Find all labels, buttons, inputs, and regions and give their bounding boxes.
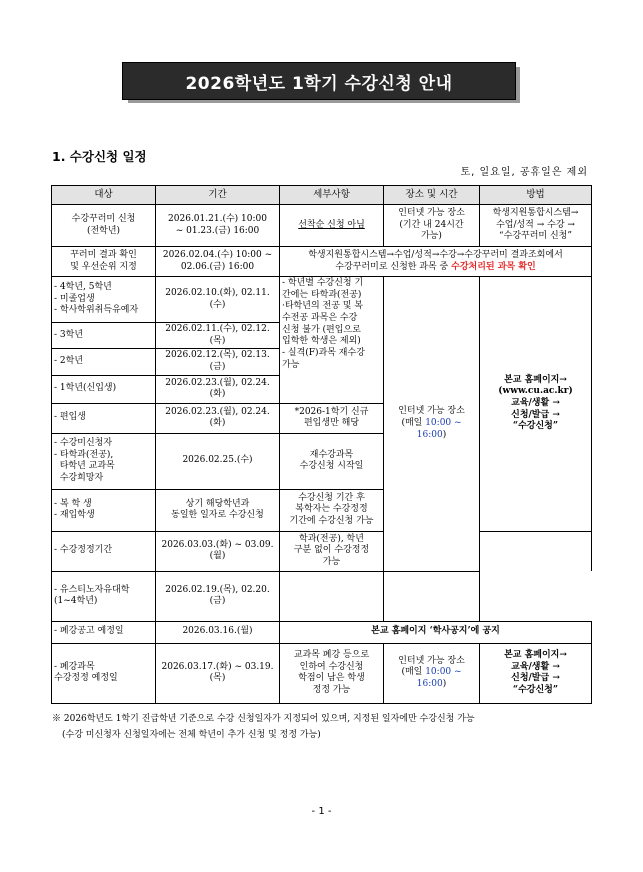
r9-period: 상기 해당학년과 동일한 일자로 수강신청 (156, 489, 280, 531)
r7-detail: *2026-1학기 신규 편입생만 해당 (280, 403, 384, 433)
r13-detail: 교과목 폐강 등으로 인하여 수강신청 학점이 남은 학생 정정 가능 (280, 643, 384, 703)
r4-period: 2026.02.11.(수), 02.12.(목) (156, 323, 280, 349)
header-place: 장소 및 시간 (384, 186, 480, 205)
place-block-time: 10:00 ~ 16:00 (416, 418, 462, 440)
r12-notice: 본교 홈페이지 ‘학사공지’에 공지 (280, 621, 592, 643)
r9-detail: 수강신청 기간 후 복학자는 수강정정 기간에 수강신청 가능 (280, 489, 384, 531)
title-banner (122, 62, 520, 103)
header-target: 대상 (52, 186, 156, 205)
r13-method: 본교 홈페이지→ 교육/생활 → 신청/발급 → “수강신청” (480, 643, 592, 703)
r6-target: - 1학년(신입생) (52, 375, 156, 403)
table-row (52, 643, 592, 703)
r6-period: 2026.02.23.(월), 02.24.(화) (156, 375, 280, 403)
page-title: 2026학년도 1학기 수강신청 안내 (122, 62, 516, 100)
table-row (52, 277, 592, 323)
r2-target: 꾸러미 결과 확인 및 우선순위 지정 (52, 247, 156, 277)
section-heading: 1. 수강신청 일정 (52, 149, 147, 164)
r10-period: 2026.03.03.(화) ~ 03.09.(월) (156, 531, 280, 571)
r11-method-empty (384, 571, 480, 621)
r13-place-prefix: 인터넷 가능 장소 (매일 (398, 655, 465, 678)
header-period: 기간 (156, 186, 280, 205)
r7-target: - 편입생 (52, 403, 156, 433)
r1-method: 학생지원통합시스템→ 수업/성적 → 수강 → “수강꾸러미 신청” (480, 205, 592, 247)
header-detail: 세부사항 (280, 186, 384, 205)
r5-period: 2026.02.12.(목), 02.13.(금) (156, 349, 280, 375)
table-row (52, 571, 592, 621)
r8-period: 2026.02.25.(수) (156, 433, 280, 489)
r1-target: 수강꾸러미 신청 (전학년) (52, 205, 156, 247)
r2-detail (280, 247, 592, 277)
r13-place (384, 643, 480, 703)
r11-target: - 유스티노자유대학 (1~4학년) (52, 571, 156, 621)
r10-detail: 학과(전공), 학년 구분 없이 수강정정 가능 (280, 531, 384, 571)
r1-period: 2026.01.21.(수) 10:00 ~ 01.23.(금) 16:00 (156, 205, 280, 247)
r2-detail-line2: 수강꾸러미로 신청한 과목 중 (335, 261, 452, 272)
r13-target: - 폐강과목 수강정정 예정일 (52, 643, 156, 703)
holiday-note: 토, 일요일, 공휴일은 제외 (460, 167, 588, 178)
r2-detail-line2-wrap (282, 262, 589, 274)
table-row (52, 247, 592, 277)
page-number: - 1 - (311, 806, 332, 817)
footnote (52, 712, 612, 744)
r7-period: 2026.02.23.(월), 02.24.(화) (156, 403, 280, 433)
r11-detail-empty (280, 571, 384, 621)
r10-method-empty (480, 531, 592, 571)
detail-block: - 학년별 수강신청 기 간에는 타학과(전공) ·타학년의 전공 및 복 수전공 과목은 수강 신청 불가 (편입으로 입학한 학생은 제외) - 실격(F)과목 재수강 가능 (280, 277, 384, 404)
method-block: 본교 홈페이지→ (www.cu.ac.kr) 교육/생활 → 신청/발급 → “수강신청” (480, 277, 592, 532)
r2-detail-red: 수강처리된 과목 확인 (451, 261, 536, 272)
r5-target: - 2학년 (52, 349, 156, 375)
r12-period: 2026.03.16.(월) (156, 621, 280, 643)
footnote-line1: ※ 2026학년도 1학기 진급학년 기준으로 수강 신청일자가 지정되어 있으며, 지정된 일자에만 수강신청 가능 (52, 714, 475, 724)
r1-place: 인터넷 가능 장소 (기간 내 24시간 가능) (384, 205, 480, 247)
table-header-row (52, 186, 592, 205)
r3-target: - 4학년, 5학년 - 미졸업생 - 학사학위취득유예자 (52, 277, 156, 323)
r8-target: - 수강미신청자 - 타학과(전공), 타학년 교과목 수강희망자 (52, 433, 156, 489)
place-block (384, 277, 480, 572)
r10-target: - 수강정정기간 (52, 531, 156, 571)
place-block-suffix: ) (442, 429, 447, 440)
r13-period: 2026.03.17.(화) ~ 03.19.(목) (156, 643, 280, 703)
place-block-prefix: 인터넷 가능 장소 (매일 (398, 406, 465, 429)
r9-target: - 복 학 생 - 재입학생 (52, 489, 156, 531)
r13-place-suffix: ) (442, 679, 447, 690)
r2-detail-line1: 학생지원통합시스템→수업/성적→수강→수강꾸러미 결과조회에서 (308, 249, 563, 260)
r12-target: - 폐강공고 예정일 (52, 621, 156, 643)
r1-detail: 선착순 신청 아님 (280, 205, 384, 247)
table-row (52, 205, 592, 247)
r13-place-time: 10:00 ~ 16:00 (416, 667, 462, 690)
header-method: 방법 (480, 186, 592, 205)
schedule-table (51, 185, 592, 704)
footnote-line2: (수강 미신청자 신청일자에는 전체 학년이 추가 신청 및 정정 가능) (62, 729, 321, 740)
r11-period: 2026.02.19.(목), 02.20.(금) (156, 571, 280, 621)
r8-detail: 재수강과목 수강신청 시작일 (280, 433, 384, 489)
table-row (52, 621, 592, 643)
r4-target: - 3학년 (52, 323, 156, 349)
r2-period: 2026.02.04.(수) 10:00 ~ 02.06.(금) 16:00 (156, 247, 280, 277)
r3-period: 2026.02.10.(화), 02.11.(수) (156, 277, 280, 323)
table-row (52, 531, 592, 571)
